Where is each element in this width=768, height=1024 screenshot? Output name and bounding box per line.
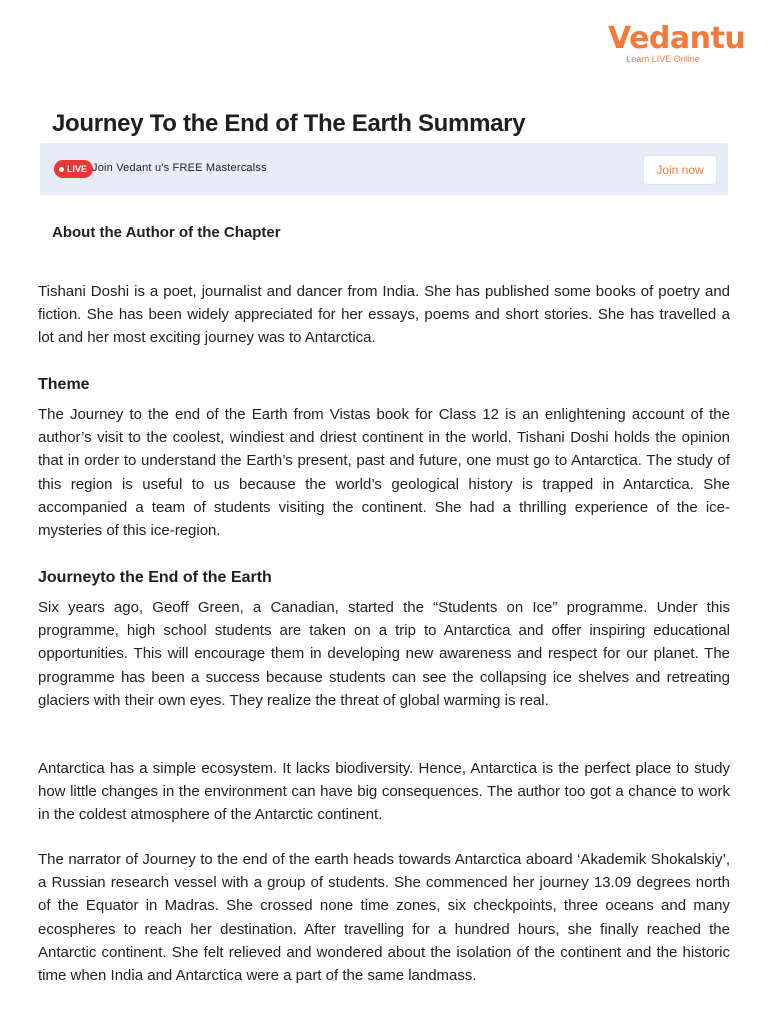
live-label: LIVE <box>67 164 88 174</box>
theme-paragraph: The Journey to the end of the Earth from Vistas book for Class 12 is an enlightening account of the author’s visit to the coolest, windiest and driest continent in the world. Tishani Doshi holds the opinion that in order to understand the Earth’s present, past and future, one must go to Antarctica. The study of this region is useful to us because the world’s geological history is trapped in Antarctica. She accompanied a team of students visiting the continent. She had a thrilling experience of the ice-mysteries of this ice-region. <box>38 406 730 540</box>
brand-name: Vedantu <box>608 21 746 56</box>
journey-heading: Journeyto the End of the Earth <box>38 569 272 586</box>
theme-heading: Theme <box>38 376 90 393</box>
join-now-button[interactable]: Join now <box>643 155 717 185</box>
author-heading: About the Author of the Chapter <box>52 224 281 241</box>
page-title: Journey To the End of The Earth Summary <box>52 110 526 137</box>
banner-text: Join Vedant u's FREE Mastercalss <box>92 162 267 174</box>
brand-tagline: Learn LIVE Online <box>626 54 700 64</box>
journey-paragraph-1: Six years ago, Geoff Green, a Canadian, started the “Students on Ice” programme. Under this programme, high school students are taken on a trip to Antarctica and offer inspiring educational opportunities. This will encourage them in developing new awareness and respect for our planet. The programme has been a success because students can see the collapsing ice shelves and retreating glaciers with their own eyes. They realize the threat of global warming is real. <box>38 599 730 709</box>
masterclass-banner <box>40 143 728 195</box>
vedantu-logo[interactable] <box>608 21 746 64</box>
live-dot-icon <box>59 167 64 172</box>
live-badge <box>54 160 93 178</box>
journey-paragraph-2: Antarctica has a simple ecosystem. It lacks biodiversity. Hence, Antarctica is the perfect place to study how little changes in the environment can have big consequences. The author too got a chance to work in the coldest atmosphere of the Antarctic continent. <box>38 760 730 824</box>
author-paragraph: Tishani Doshi is a poet, journalist and dancer from India. She has published some books of poetry and fiction. She has been widely appreciated for her essays, poems and short stories. She has travelled a lot and her most exciting journey was to Antarctica. <box>38 283 730 347</box>
journey-paragraph-3: The narrator of Journey to the end of the earth heads towards Antarctica aboard ‘Akademik Shokalskiy’, a Russian research vessel with a group of students. She commenced her journey 13.09 degrees north of the Equator in Madras. She crossed none time zones, six checkpoints, three oceans and many ecospheres to reach her destination. After travelling for a hundred hours, she finally reached the Antarctic continent. She felt relieved and wondered about the isolation of the continent and the historic time when India and Antarctica were a part of the same landmass. <box>38 851 730 985</box>
